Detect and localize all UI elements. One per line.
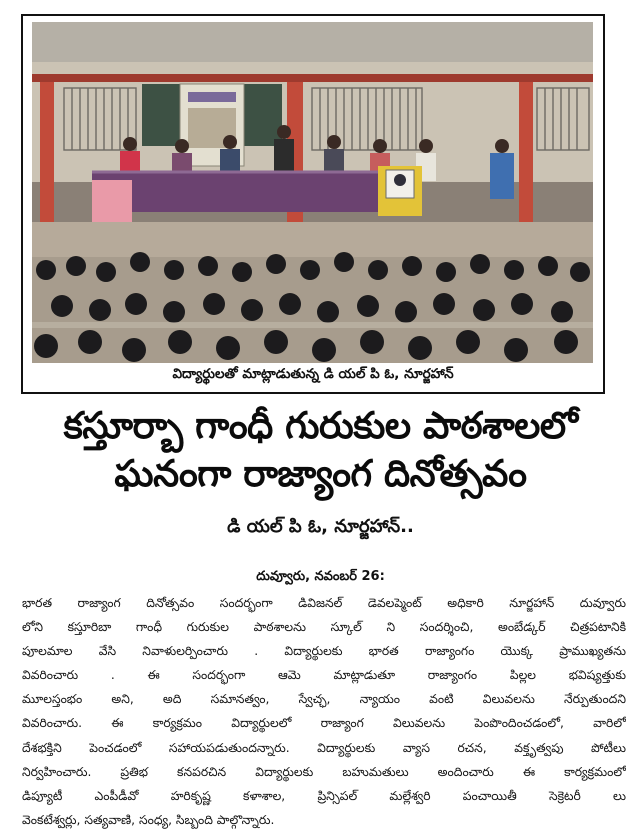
dateline: దువ్వూరు, నవంబర్ 26: (256, 569, 385, 584)
body-line: దేశభక్తిని పెంచడంలో సహాయపడుతుందన్నారు. విద్యార్థులకు వ్యాస రచన, వక్తృత్వపు పోటీలు (22, 740, 626, 755)
body-line: వెంకటేశ్వర్లు, సత్యవాణి, సంధ్య, సిబ్బంది పాల్గొన్నారు. (22, 812, 275, 827)
photo-caption: విద్యార్థులతో మాట్లాడుతున్న డి యల్ పి ఓ, నూర్జహాన్ (172, 366, 454, 382)
body-line: మూలస్తంభం అని, అది సమానత్వం, స్వేచ్ఛ, న్యాయం వంటి విలువలను నేర్పుతుందని (22, 692, 626, 707)
byline: డి యల్ పి ఓ, నూర్జహాన్.. (227, 516, 414, 537)
body-line: లోని కస్తూరిబా గాంధీ గురుకుల పాఠశాలను స్కూల్ ని సందర్శించి, అంబేడ్కర్ చిత్రపటానికి (22, 620, 626, 635)
headline-line-1: కస్తూర్బా గాంధీ గురుకుల పాఠశాలలో (63, 404, 578, 447)
body-line: భారత రాజ్యాంగ దినోత్సవం సందర్భంగా డివిజనల్ డెవలప్మెంట్ అధికారి నూర్జహాన్ దువ్వూరు (22, 596, 626, 610)
body-line: నిర్వహించారు. ప్రతిభ కనపరచిన విద్యార్థులకు బహుమతులు అందించారు ఈ కార్యక్రమంలో (22, 764, 626, 779)
headline-line-2: ఘనంగా రాజ్యాంగ దినోత్సవం (114, 452, 527, 495)
body-line: డిప్యూటీ ఎంపీడీవో హరికృష్ణ కళాశాల, ప్రిన్సిపల్ మల్లేశ్వరి పంచాయితీ సెక్రెటరీ లు (22, 788, 626, 803)
body-line: పూలమాల వేసి నివాళులర్పించారు . విద్యార్థులకు భారత రాజ్యాంగం యొక్క ప్రాముఖ్యతను (22, 644, 626, 659)
news-photo-frame (21, 14, 605, 394)
event-photo (32, 22, 593, 363)
body-line: వివరించారు . ఈ సందర్భంగా ఆమె మాట్లాడుతూ రాజ్యాంగం పిల్లల భవిష్యత్తుకు (22, 668, 626, 683)
article-body (22, 591, 626, 832)
body-line: వివరించారు. ఈ కార్యక్రమం విద్యార్థులలో రాజ్యాంగ విలువలను పెంపొందించడంలో, వారిలో (22, 716, 626, 731)
